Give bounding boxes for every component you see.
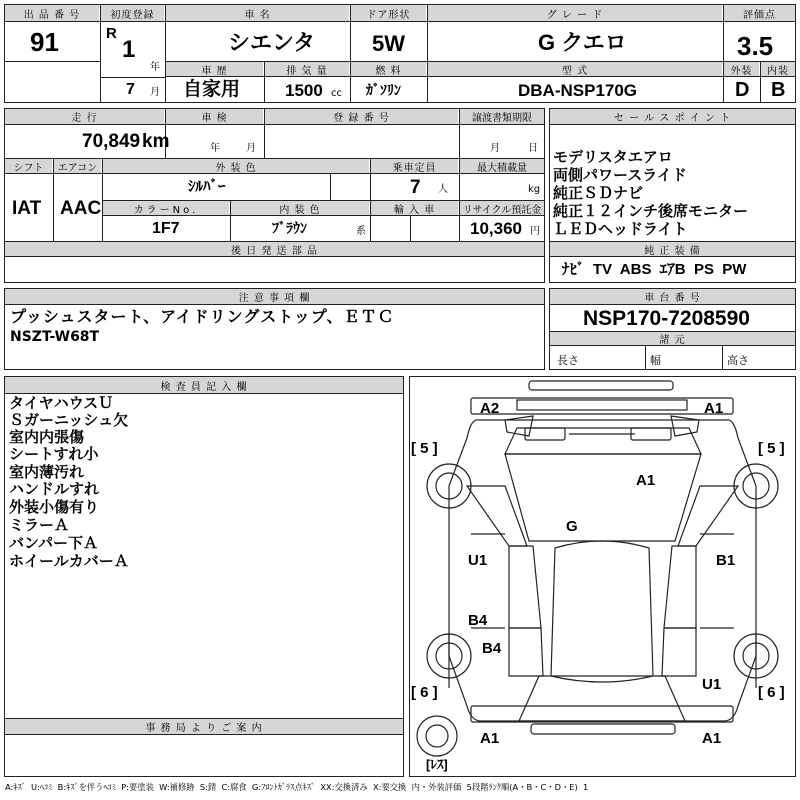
tire-rear-right: [ 6 ]	[758, 684, 785, 701]
door: 5W	[372, 31, 405, 56]
sales-points-label: セ ー ル ス ポ イ ン ト	[550, 109, 795, 124]
sales-point-item: モデリスタエアロ	[553, 148, 673, 166]
equipment-items: ﾅﾋﾞ TV ABS ｴｱB PS PW	[562, 261, 747, 278]
damage-mark-front-left: A2	[480, 400, 500, 417]
dimensions-label: 諸 元	[550, 332, 795, 345]
sales-point-item: 両側パワースライド	[553, 166, 687, 184]
inspector-item: ミラーＡ	[9, 516, 70, 534]
capacity-label: 乗車定員	[371, 159, 458, 173]
damage-mark-right-rear: U1	[702, 676, 722, 693]
shift-label: シフト	[5, 159, 52, 173]
model: DBA-NSP170G	[518, 81, 638, 100]
displacement-label: 排 気 量	[265, 62, 349, 76]
damage-mark-left-front-door: U1	[468, 552, 488, 569]
score: 3.5	[737, 31, 774, 61]
color-no: 1F7	[152, 220, 180, 237]
inspector-item: Ｓガーニッシュ欠	[9, 411, 129, 429]
displacement-unit: cc	[331, 88, 342, 99]
history: 自家用	[183, 79, 241, 100]
mileage: 70,849	[82, 131, 141, 152]
damage-mark-rear-left: A1	[480, 730, 500, 747]
dimension-length: 長さ	[557, 354, 579, 367]
damage-mark-right-front-door: B1	[716, 552, 736, 569]
plate-label: 登 録 番 号	[265, 109, 458, 124]
shift: IAT	[12, 198, 42, 219]
transfer-day-unit: 日	[528, 143, 538, 154]
ext-color-label: 外 装 色	[103, 159, 369, 173]
damage-mark-left-rear-lower: B4	[482, 640, 502, 657]
inspector-item: 室内薄汚れ	[9, 463, 85, 481]
month-unit: 月	[150, 87, 160, 98]
dimension-width: 幅	[650, 354, 661, 367]
capacity-unit: 人	[438, 184, 448, 195]
inspection-month-unit: 月	[246, 143, 256, 154]
inspector-item: 外装小傷有り	[9, 498, 100, 516]
dimension-height: 高さ	[727, 354, 749, 367]
office-label: 事 務 局 よ り ご 案 内	[5, 719, 403, 734]
damage-mark-windshield: G	[566, 518, 578, 535]
sales-point-item: 純正１２インチ後席モニター	[553, 202, 749, 220]
tire-front-right: [ 5 ]	[758, 440, 785, 457]
later-parts-label: 後 日 発 送 部 品	[5, 242, 544, 256]
damage-mark-front-right: A1	[704, 400, 724, 417]
displacement: 1500	[285, 81, 323, 100]
recycle-unit: 円	[530, 226, 540, 237]
ac-label: エアコン	[54, 159, 101, 173]
int-color: ﾌﾞﾗｳﾝ	[272, 220, 307, 236]
color-no-label: カラーNo.	[103, 201, 229, 215]
inspector-item: 室内内張傷	[9, 428, 85, 446]
car-diagram	[409, 376, 796, 777]
inspector-item: ホイールカバーＡ	[9, 552, 129, 570]
damage-mark-rear-right: A1	[702, 730, 722, 747]
transfer-month-unit: 月	[490, 143, 500, 154]
year-unit: 年	[150, 62, 160, 73]
inspection-label: 車 検	[166, 109, 263, 124]
damage-mark-left-rear-upper: B4	[468, 612, 488, 629]
history-label: 車 歴	[166, 62, 263, 76]
recycle: 10,360	[470, 219, 522, 238]
load-label: 最大積載量	[460, 159, 544, 173]
int-color-unit: 系	[356, 226, 366, 237]
sales-point-item: 純正ＳＤナビ	[553, 184, 644, 202]
notes-line-1: プッシュスタート、アイドリングストップ、ＥＴＣ	[10, 307, 395, 326]
car-name: シエンタ	[228, 30, 316, 55]
import-label: 輸 入 車	[371, 201, 458, 215]
reg-year: 1	[122, 36, 136, 63]
inspector-item: ハンドルすれ	[9, 480, 100, 498]
lot-number: 91	[30, 27, 59, 57]
mileage-label: 走 行	[5, 109, 164, 124]
lot-number-label: 出 品 番 号	[5, 5, 99, 21]
grade-label: グ レ ー ド	[428, 5, 722, 21]
sales-point-item: ＬＥＤヘッドライト	[553, 220, 688, 238]
notes-label: 注 意 事 項 欄	[5, 289, 544, 304]
fuel-label: 燃 料	[351, 62, 426, 76]
tire-front-left: [ 5 ]	[411, 440, 438, 457]
tire-rear-left: [ 6 ]	[411, 684, 438, 701]
door-label: ドア形状	[351, 5, 426, 21]
inspection-year-unit: 年	[210, 143, 220, 154]
interior-grade: B	[771, 79, 786, 101]
model-label: 型 式	[428, 62, 722, 76]
damage-mark-hood: A1	[636, 472, 656, 489]
int-color-label: 内 装 色	[231, 201, 369, 215]
notes-line-2: NSZT-W68T	[10, 329, 100, 345]
ext-color: ｼﾙﾊﾞｰ	[188, 178, 226, 195]
capacity: 7	[410, 177, 421, 198]
load-unit: kg	[528, 184, 541, 195]
inspector-label: 検 査 員 記 入 欄	[5, 377, 403, 393]
interior-label: 内装	[761, 62, 795, 76]
transfer-label: 譲渡書類期限	[460, 109, 544, 124]
mileage-unit: km	[142, 131, 170, 152]
inspector-item: シートすれ小	[9, 445, 99, 463]
equipment-label: 純 正 装 備	[550, 242, 795, 256]
legend: A:ｷｽﾞ U:ﾍｺﾐ B:ｷｽﾞを伴うﾍｺﾐ P:要塗装 W:補修跡 S:錆 C:腐食 G:ﾌﾛﾝﾄｶﾞﾗｽ点ｷｽﾞ XX:交換済み X:要交換 内・外装評価 5段階ﾗﾝｸ順(A・B・C・D・E) 1	[5, 782, 589, 792]
first-reg-label: 初度登録	[101, 5, 164, 21]
chassis-label: 車 台 番 号	[550, 289, 795, 304]
chassis-number: NSP170-7208590	[583, 307, 750, 330]
recycle-label: リサイクル預託金	[460, 201, 544, 215]
inspector-item: バンパー下Ａ	[9, 534, 98, 552]
exterior-label: 外装	[724, 62, 759, 76]
era: R	[106, 25, 117, 42]
reg-month: 7	[126, 81, 135, 98]
grade: G クエロ	[538, 30, 627, 55]
fuel: ｶﾞｿﾘﾝ	[366, 82, 401, 98]
car-name-label: 車 名	[166, 5, 349, 21]
inspector-item: タイヤハウスＵ	[9, 394, 114, 412]
spare-tire-label: [ﾚｽ]	[426, 757, 448, 772]
ac: AAC	[60, 198, 102, 219]
score-label: 評価点	[724, 5, 795, 21]
exterior-grade: D	[735, 79, 750, 101]
